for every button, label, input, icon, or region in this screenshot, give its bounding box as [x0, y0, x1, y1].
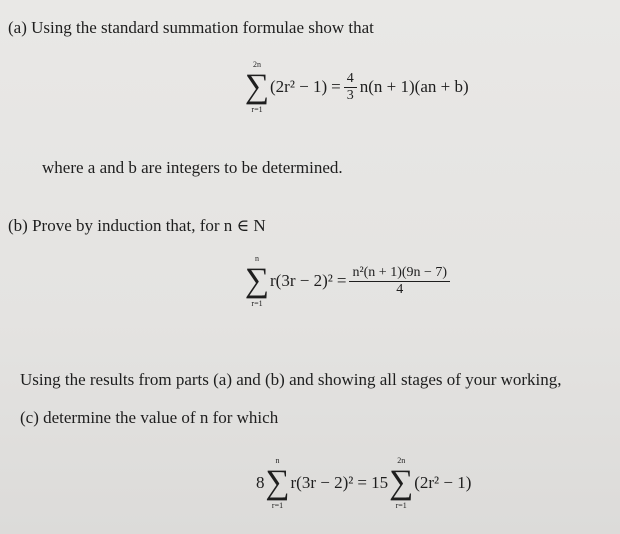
fraction-denominator: 3: [346, 87, 354, 103]
part-c-lead-text: Using the results from parts (a) and (b) and showing all stages of your working,: [20, 370, 562, 389]
sigma-upper-limit: n: [275, 456, 280, 465]
part-c-intro: (c) determine the value of n for which: [20, 408, 279, 427]
fraction: [344, 71, 357, 104]
sigma-lower-limit: r=1: [251, 299, 263, 308]
coefficient: 8: [256, 473, 265, 492]
equals-sign: =: [331, 77, 341, 96]
fraction-numerator: n²(n + 1)(9n − 7): [349, 265, 450, 282]
part-a-intro: (a) Using the standard summation formulae show that: [8, 18, 374, 37]
sigma-icon: n ∑ r=1: [265, 456, 290, 510]
part-c-equation: [256, 456, 472, 510]
equals-sign: =: [336, 271, 347, 290]
sigma-upper-limit: 2n: [397, 456, 406, 465]
summand: (2r² − 1): [270, 77, 328, 96]
summand: (2r² − 1): [414, 473, 472, 492]
summand: r(3r − 2)²: [290, 473, 354, 492]
part-b-equation: [244, 254, 453, 308]
sigma-icon: 2n ∑ r=1: [389, 456, 414, 510]
sigma-lower-limit: r=1: [271, 501, 284, 510]
part-a-where-text: where a and b are integers to be determined.: [42, 158, 343, 177]
sigma-lower-limit: r=1: [251, 105, 263, 114]
fraction: [349, 265, 450, 298]
sigma-upper-limit: 2n: [253, 60, 261, 69]
rhs-expression: n(n + 1)(an + b): [359, 77, 469, 96]
fraction-denominator: 4: [396, 281, 404, 297]
sigma-upper-limit: n: [255, 254, 259, 263]
sigma-icon: 2n ∑ r=1: [244, 60, 270, 114]
part-a-equation: [244, 60, 469, 114]
fraction-numerator: 4: [344, 71, 357, 88]
equals-sign: = 15: [357, 473, 389, 492]
sigma-icon: n ∑ r=1: [244, 254, 270, 308]
part-b-intro: (b) Prove by induction that, for n ∈ N: [8, 216, 266, 235]
summand: r(3r − 2)²: [270, 271, 333, 290]
sigma-lower-limit: r=1: [395, 501, 407, 510]
